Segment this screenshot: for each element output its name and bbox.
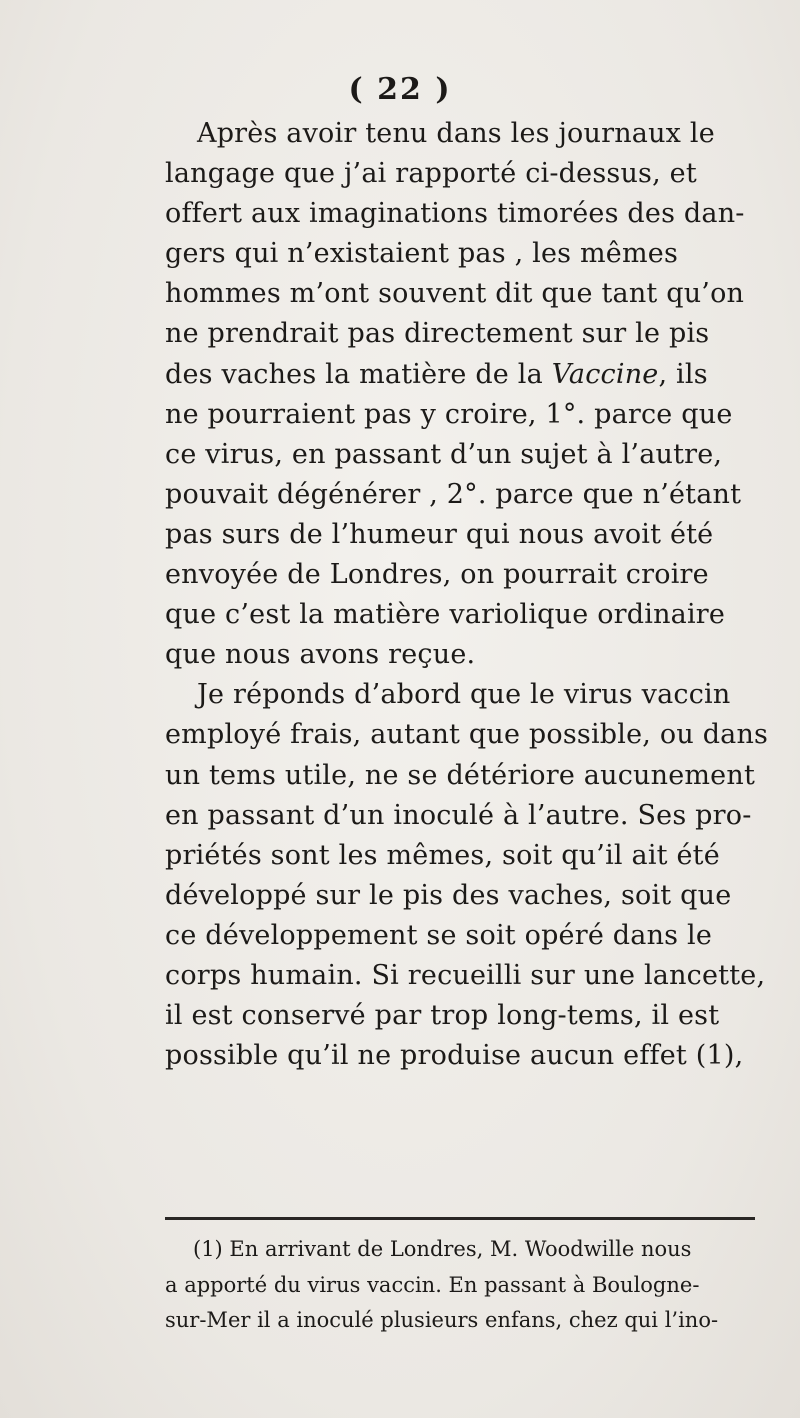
footnote-line: a apporté du virus vaccin. En passant à Boulogne- xyxy=(165,1272,700,1297)
text-line: pouvait dégénérer , 2°. parce que n’étant xyxy=(165,478,742,510)
text-line: ce virus, en passant d’un sujet à l’autre, xyxy=(165,438,723,470)
text-line: Après avoir tenu dans les journaux le xyxy=(197,118,715,149)
page-number: ( 22 ) xyxy=(348,72,452,107)
text-line: développé sur le pis des vaches, soit que xyxy=(165,879,732,911)
text-line: possible qu’il ne produise aucun effet (1), xyxy=(165,1040,744,1072)
text-line: employé frais, autant que possible, ou dans xyxy=(165,719,769,751)
footnote-line: (1) En arrivant de Londres, M. Woodwille nous xyxy=(193,1237,692,1261)
text-line: un tems utile, ne se détériore aucunement xyxy=(165,759,755,791)
text-line-start: des vaches la matière de la xyxy=(165,358,543,390)
text-line: ce développement se soit opéré dans le xyxy=(165,919,713,951)
text-line: ne pourraient pas y croire, 1°. parce que xyxy=(165,398,733,430)
text-line: priétés sont les mêmes, soit qu’il ait été xyxy=(165,839,720,871)
text-line: ne prendrait pas directement sur le pis xyxy=(165,318,710,350)
italic-term-vaccine: Vaccine xyxy=(551,358,659,390)
text-line: hommes m’ont souvent dit que tant qu’on xyxy=(165,278,745,310)
text-line: corps humain. Si recueilli sur une lancette, xyxy=(165,959,766,991)
text-line: envoyée de Londres, on pourrait croire xyxy=(165,559,709,591)
text-line: pas surs de l’humeur qui nous avoit été xyxy=(165,518,714,550)
text-line: offert aux imaginations timorées des dan- xyxy=(165,198,745,230)
text-line: gers qui n’existaient pas , les mêmes xyxy=(165,238,679,270)
text-line xyxy=(165,355,800,395)
text-line: en passant d’un inoculé à l’autre. Ses pro- xyxy=(165,799,752,831)
footnote xyxy=(165,1232,765,1339)
text-line: que c’est la matière variolique ordinaire xyxy=(165,599,726,631)
text-line: que nous avons reçue. xyxy=(165,639,476,671)
text-line-end: , ils xyxy=(658,358,708,390)
main-text xyxy=(165,114,800,1076)
text-line: il est conservé par trop long-tems, il est xyxy=(165,1000,720,1032)
footnote-line: sur-Mer il a inoculé plusieurs enfans, chez qui l’ino- xyxy=(165,1308,719,1332)
text-line: Je réponds d’abord que le virus vaccin xyxy=(197,679,731,711)
footnote-divider xyxy=(165,1217,755,1220)
text-line: langage que j’ai rapporté ci-dessus, et xyxy=(165,158,697,190)
